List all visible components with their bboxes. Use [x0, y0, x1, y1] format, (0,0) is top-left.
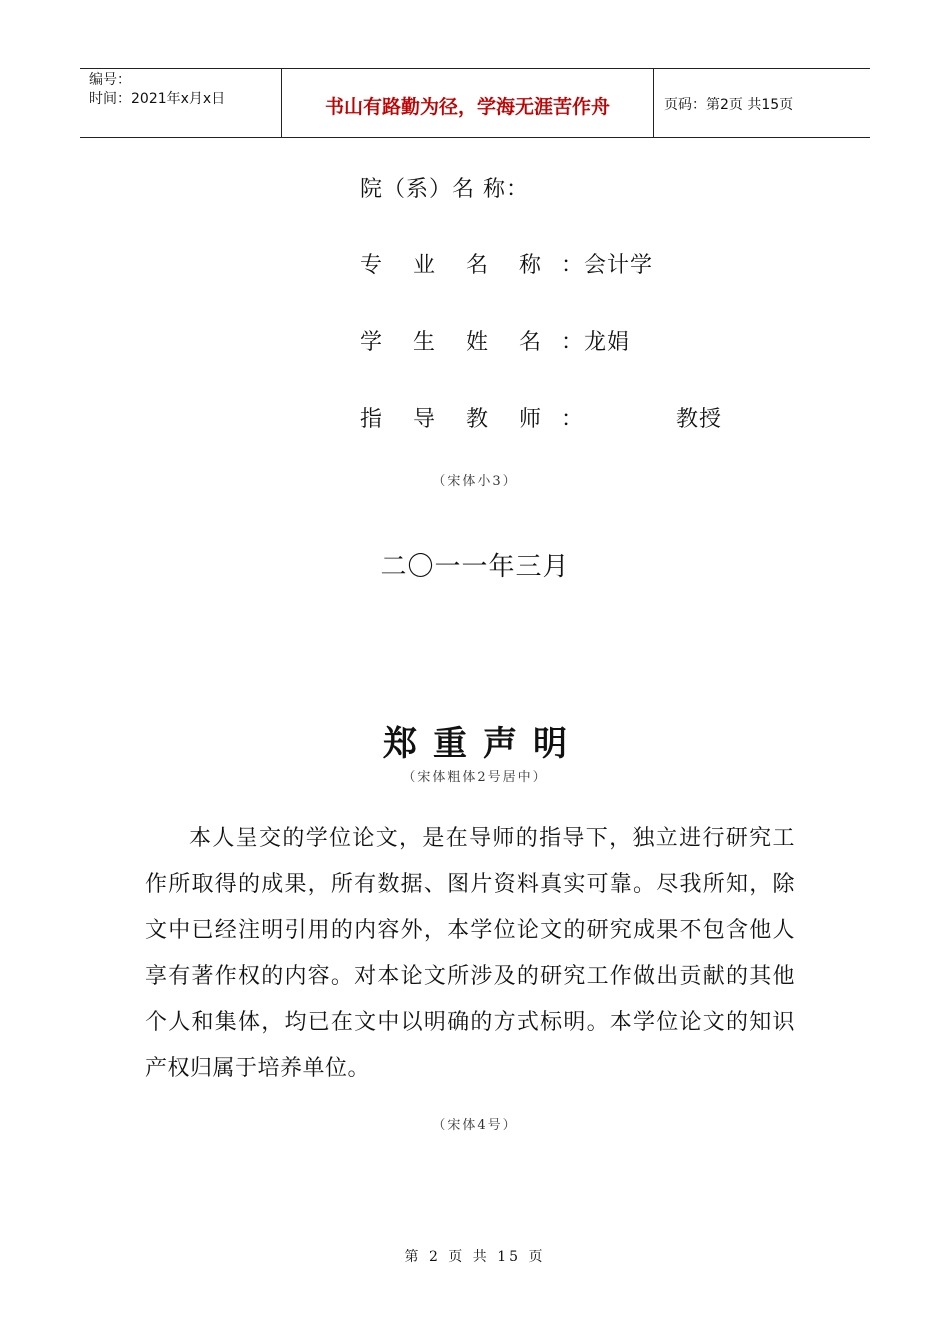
advisor-label: 指 导 教 师: [360, 407, 553, 432]
major-label: 专 业 名 称: [360, 253, 553, 278]
major-value: ：会计学: [560, 253, 653, 278]
header-meta: [80, 69, 282, 137]
advisor-colon: ：: [560, 407, 584, 432]
header-page-info: 页码：第2页 共15页: [664, 97, 794, 113]
student-label: 学 生 姓 名: [360, 330, 553, 355]
student-row: [360, 325, 630, 356]
serial-label: 编号：: [89, 72, 131, 88]
declaration-body-note: （宋体4号）: [432, 1118, 518, 1133]
advisor-title: 教授: [676, 407, 723, 432]
student-value: ：龙娟: [560, 330, 630, 355]
major-row: [360, 248, 653, 279]
dept-label: 院（系）名 称：: [360, 177, 529, 202]
declaration-title: 郑重声明: [383, 724, 583, 764]
advisor-row: [360, 402, 722, 433]
header-motto: 书山有路勤为径，学海无涯苦作舟: [282, 69, 654, 137]
cover-font-note: （宋体小3）: [432, 474, 518, 489]
declaration-body: 本人呈交的学位论文，是在导师的指导下，独立进行研究工作所取得的成果，所有数据、图片资料真实可靠。尽我所知，除文中已经注明引用的内容外，本学位论文的研究成果不包含他人享有著作权的内容。对本论文所涉及的研究工作做出贡献的其他个人和集体，均已在文中以明确的方式标明。本学位论文的知识产权归属于培养单位。: [145, 826, 795, 1081]
page-footer: 第 2 页 共 15 页: [404, 1249, 546, 1265]
cover-date: 二〇一一年三月: [380, 552, 570, 582]
time-label: 时间：2021年x月x日: [89, 91, 226, 107]
declaration-title-note: （宋体粗体2号居中）: [402, 770, 548, 785]
dept-row: [360, 172, 537, 203]
page-header: [80, 68, 870, 138]
